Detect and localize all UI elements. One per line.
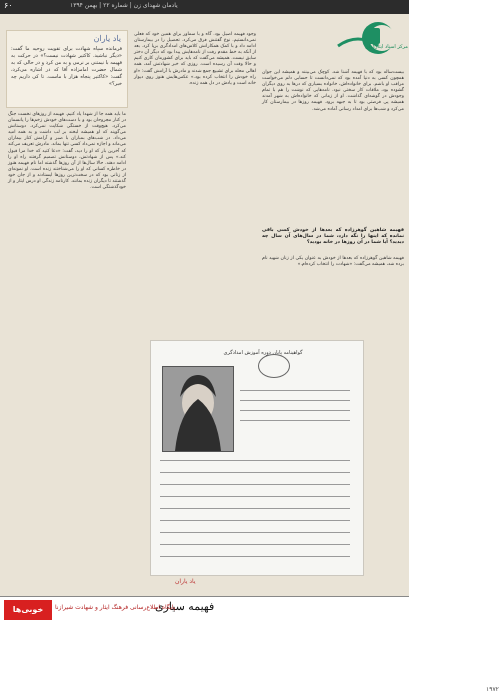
person-name: فهیمه سیاری [155, 600, 215, 613]
article-column-left [8, 112, 126, 580]
portrait-photo [162, 366, 234, 452]
logo-caption: مرکز اسناد ایثارگران [364, 44, 408, 50]
page-footer-mark: یاد یاران [175, 578, 196, 585]
document-line [160, 496, 350, 497]
document-caption: گواهینامه پایان دوره آموزش امدادگری [223, 350, 303, 356]
document-line [160, 520, 350, 521]
document-line [240, 420, 350, 421]
archive-logo-icon [318, 16, 406, 68]
document-line [240, 400, 350, 401]
document-line [160, 508, 350, 509]
document-line [160, 484, 350, 485]
quote-title: یاد یاران [93, 34, 121, 43]
document-line [240, 390, 350, 391]
interview-question: فهیمه شاهین گوهرزاده که بعدها از خودش کسی باقی نمانده که اینها را نگه دارد، شما در سال‌های آن سال چه دیدید؟ آیا شما در آن روزها در خانه بودید؟ [262, 228, 404, 246]
site-badge[interactable]: خوبی‌ها [4, 600, 52, 620]
document-line [160, 472, 350, 473]
document-line [240, 410, 350, 411]
issue-info: یادمان شهدای زن | شماره ۲۲ | بهمن ۱۳۹۴ [70, 2, 178, 9]
person-photo-icon [163, 367, 233, 451]
article-text-middle: وجود فهیمه اصیل بود. گاه و با سماور برای همین خود که فعلی نمی‌دانستیم. نوع گفتنش فرق می‌کرد. تحصیل را در بیمارستان ادامه داد و با کمک همکارانش کلاس‌های امدادگری برپا کرد. بعد از آنکه به خط مقدم رفت از نامه‌هایش پیدا بود که دیگر آن دختر سابق نیست. همیشه می‌گفت که باید برای کشورمان کاری کنیم و حالا وقت آن رسیده است. روزی که خبر شهادتش آمد، همه اهالی محله برای تشییع جمع شدند و مادرش با آرامش گفت: «او راه خودش را انتخاب کرده بود.» عکس‌هایش هنوز روی دیوار خانه است و یادش در دل همه زنده. [134, 32, 256, 86]
article-column-right-lower [262, 256, 404, 340]
stamp-icon [258, 354, 290, 378]
page-number: ۶۰ [4, 1, 13, 10]
document-line [160, 532, 350, 533]
document-line [160, 556, 350, 557]
quote-box [6, 30, 128, 108]
article-column-right [262, 70, 404, 220]
quote-text: فرمانده سپاه شهادت برای تقویت روحیه ما گفت: «دیگر نباشید. کاکتیر شهادت نیست؟» در حرکت به فهیمه با نیمتنی بر نرمی و به من کرد و در حالی که به شمال حضرت امامزاده آقا که در اشاره می‌کرد، گفت: «کاکتیر پنجاه هزار با ماست. تا کی داریم چه خبر؟» [11, 46, 122, 87]
article-text-right: بیست‌ساله بود که با فهیمه آشنا شد. کوچک می‌بینند و همیشه این جوان همچون کسی به دنیا آمده بود که نمی‌دانست تا حسابی دلم می‌خواست مراقب او باشم. برای خانواده‌اش، خانواده بسیاری که درها به روی دیگران گشوده بود، ملاقات کار سختی نبود. نامه‌هایی که نوشت را هم با تمام وجودش در گوشه‌ای گذاشت. او از زمانی که خانواده‌اش به شهر آمدند همیشه پی فرصتی بود تا به جبهه برود. فهیمه روزها در بیمارستان کار می‌کرد و شب‌ها برای امداد رسانی آماده می‌شد. [262, 70, 404, 112]
document-line [160, 460, 350, 461]
site-label: پایگاه اطلاع‌رسانی فرهنگ ایثار و شهادت شیرازنا [55, 604, 176, 611]
document-number: ۱۹۷۲ [486, 686, 499, 693]
article-text-right-lower: فهیمه شاهین گوهرزاده که بعدها از خودش به عنوان یکی از زنان شهید نام برده شد، همیشه می‌گفت: «شهادت را انتخاب کرده‌ام.» [262, 256, 404, 268]
article-column-middle [134, 32, 256, 344]
page-header [0, 0, 409, 14]
article-text-left: ما باید همه جا از شهدا یاد کنیم. فهیمه از روزهای نخست جنگ در کنار مجروحان بود و با دست‌های خودش زخم‌ها را پانسمان می‌کرد. هیچ‌وقت از خستگی شکایت نمی‌کرد. دوستانش می‌گویند که او همیشه لبخند بر لب داشت و به همه امید می‌داد. در شب‌های بمباران با صبر و آرامش کنار بیماران می‌ماند و اجازه نمی‌داد کسی تنها بماند. مادرش تعریف می‌کند که آخرین بار که او را دید، گفت: «دعا کنید که خدا مرا قبول کند.» پس از شهادتش، دوستانش تصمیم گرفتند راه او را ادامه دهند. حالا سال‌ها از آن روزها گذشته اما نام فهیمه هنوز در خاطره کسانی که او را می‌شناختند زنده است. او نمونه‌ای از زنانی بود که در سخت‌ترین روزها ایستادند و از جان خود گذشتند تا دیگران زنده بمانند. کارنامه زندگی او درس ایثار و از خودگذشتگی است. [8, 112, 126, 191]
document-line [160, 544, 350, 545]
